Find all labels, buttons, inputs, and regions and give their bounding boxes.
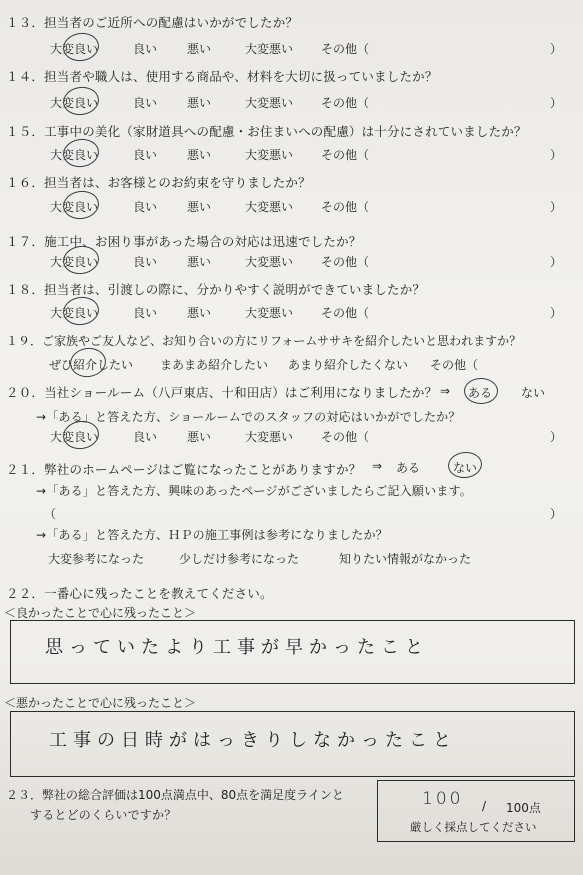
q20-sub-option-good[interactable]: 良い (133, 430, 158, 444)
q13-option-good[interactable]: 良い (133, 42, 158, 56)
q17-text: １７．施工中、お困り事があった場合の対応は迅速でしたか？ (6, 234, 362, 249)
q16-option-good[interactable]: 良い (133, 200, 158, 214)
q20-arrow: ⇒ (440, 384, 451, 398)
q19-option-not-really[interactable]: あまり紹介したくない (288, 358, 409, 372)
q16-option-very-bad[interactable]: 大変悪い (245, 200, 294, 214)
q21-text: ２１．弊社のホームページはご覧になったことがありますか？ (6, 462, 362, 477)
q20-option-no[interactable]: ない (521, 386, 546, 400)
q20-sub-text: →「ある」と答えた方、ショールームでのスタッフの対応はいかがでしたか？ (36, 410, 461, 424)
q22-good-answer: 思っていたより工事が早かったこと (45, 637, 429, 658)
q21-arrow: ⇒ (372, 459, 383, 473)
q18-option-good[interactable]: 良い (133, 306, 158, 320)
q20-sub-other-close: ） (550, 430, 563, 444)
q17-option-very-bad[interactable]: 大変悪い (245, 255, 294, 269)
q23-score-note: 厳しく採点してください (410, 820, 537, 834)
q20-text: ２０．当社ショールーム（八戸東店、十和田店）はご利用になりましたか？ (6, 385, 438, 400)
q17-option-bad[interactable]: 悪い (187, 255, 212, 269)
q17-other-close: ） (550, 255, 563, 269)
q22-good-box[interactable] (10, 620, 575, 684)
q15-option-very-good[interactable]: 大変良い (50, 148, 99, 162)
q20-answer-circle (464, 378, 498, 404)
q13-text: １３．担当者のご近所への配慮はいかがでしたか？ (6, 15, 299, 30)
q15-option-very-bad[interactable]: 大変悪い (245, 148, 294, 162)
q14-option-very-good[interactable]: 大変良い (50, 96, 99, 110)
q21-sub1-text: →「ある」と答えた方、興味のあったページがございましたらご記入願います。 (36, 484, 472, 498)
q22-bad-answer: 工事の日時がはっきりしなかったこと (49, 730, 457, 751)
q21-option-no-info[interactable]: 知りたい情報がなかった (339, 552, 472, 566)
q20-option-yes[interactable]: ある (468, 386, 493, 400)
q14-option-very-bad[interactable]: 大変悪い (245, 96, 294, 110)
q14-option-good[interactable]: 良い (133, 96, 158, 110)
q17-option-good[interactable]: 良い (133, 255, 158, 269)
q16-text: １６．担当者は、お客様とのお約束を守りましたか？ (6, 175, 311, 190)
q19-answer-circle (68, 346, 108, 380)
q21-option-no[interactable]: ない (453, 461, 478, 475)
q21-option-slightly-helpful[interactable]: 少しだけ参考になった (179, 552, 300, 566)
q18-option-very-good[interactable]: 大変良い (50, 306, 99, 320)
q17-option-very-good[interactable]: 大変良い (50, 255, 99, 269)
q13-option-very-bad[interactable]: 大変悪い (245, 42, 294, 56)
q17-option-other[interactable]: その他（ (321, 255, 370, 269)
q18-option-other[interactable]: その他（ (321, 306, 370, 320)
q14-other-close: ） (550, 96, 563, 110)
q16-option-other[interactable]: その他（ (321, 200, 370, 214)
q13-option-other[interactable]: その他（ (321, 42, 370, 56)
q18-answer-circle (61, 295, 101, 328)
q16-other-close: ） (550, 200, 563, 214)
q16-option-very-good[interactable]: 大変良い (50, 200, 99, 214)
q13-option-very-good[interactable]: 大変良い (50, 42, 99, 56)
q18-other-close: ） (550, 306, 563, 320)
q14-option-other[interactable]: その他（ (321, 96, 370, 110)
q21-option-very-helpful[interactable]: 大変参考になった (48, 552, 145, 566)
q15-other-close: ） (550, 148, 563, 162)
q23-score-max: 100点 (506, 801, 541, 815)
q23-score-value: 100 (422, 789, 464, 809)
q20-sub-option-other[interactable]: その他（ (321, 430, 370, 444)
q15-option-good[interactable]: 良い (133, 148, 158, 162)
q15-text: １５．工事中の美化（家財道具への配慮・お住まいへの配慮）は十分にされていましたか？ (6, 124, 527, 139)
q23-line2: するとどのくらいですか？ (30, 808, 177, 822)
q22-text: ２２．一番心に残ったことを教えてください。 (6, 586, 273, 601)
q13-answer-circle (61, 31, 101, 64)
q18-option-bad[interactable]: 悪い (187, 306, 212, 320)
q22-bad-box[interactable] (10, 711, 575, 777)
q21-sub2-text: →「ある」と答えた方、ＨＰの施工事例は参考になりましたか？ (36, 528, 388, 542)
q14-answer-circle (61, 85, 101, 118)
q13-other-close: ） (550, 42, 563, 56)
q18-text: １８．担当者は、引渡しの際に、分かりやすく説明ができていましたか？ (6, 282, 426, 297)
q21-sub1-open: （ (44, 507, 57, 521)
q15-option-bad[interactable]: 悪い (187, 148, 212, 162)
q19-option-somewhat[interactable]: まあまあ紹介したい (160, 358, 269, 372)
q22-good-label: ＜良かったことで心に残ったこと＞ (4, 606, 197, 620)
q23-line1: ２３．弊社の総合評価は100点満点中、80点を満足度ラインと (6, 788, 344, 802)
q14-text: １４．担当者や職人は、使用する商品や、材料を大切に扱っていましたか？ (6, 69, 438, 84)
q23-score-box[interactable] (377, 780, 575, 842)
q22-bad-label: ＜悪かったことで心に残ったこと＞ (4, 696, 197, 710)
q20-sub-option-very-good[interactable]: 大変良い (50, 430, 99, 444)
q16-answer-circle (61, 189, 101, 222)
q18-option-very-bad[interactable]: 大変悪い (245, 306, 294, 320)
q19-option-other[interactable]: その他（ (430, 358, 479, 372)
q21-sub1-close: ） (550, 507, 563, 521)
q14-option-bad[interactable]: 悪い (187, 96, 212, 110)
q19-text: １９．ご家族やご友人など、お知り合いの方にリフォームササキを紹介したいと思われますか？ (6, 334, 522, 348)
q15-answer-circle (61, 137, 101, 170)
q13-option-bad[interactable]: 悪い (187, 42, 212, 56)
q20-sub-option-bad[interactable]: 悪い (187, 430, 212, 444)
q19-option-definitely[interactable]: ぜひ紹介したい (49, 358, 134, 372)
q20-sub-option-very-bad[interactable]: 大変悪い (245, 430, 294, 444)
q23-score-slash: / (482, 799, 487, 813)
q15-option-other[interactable]: その他（ (321, 148, 370, 162)
q21-option-yes[interactable]: ある (396, 461, 421, 475)
q16-option-bad[interactable]: 悪い (187, 200, 212, 214)
